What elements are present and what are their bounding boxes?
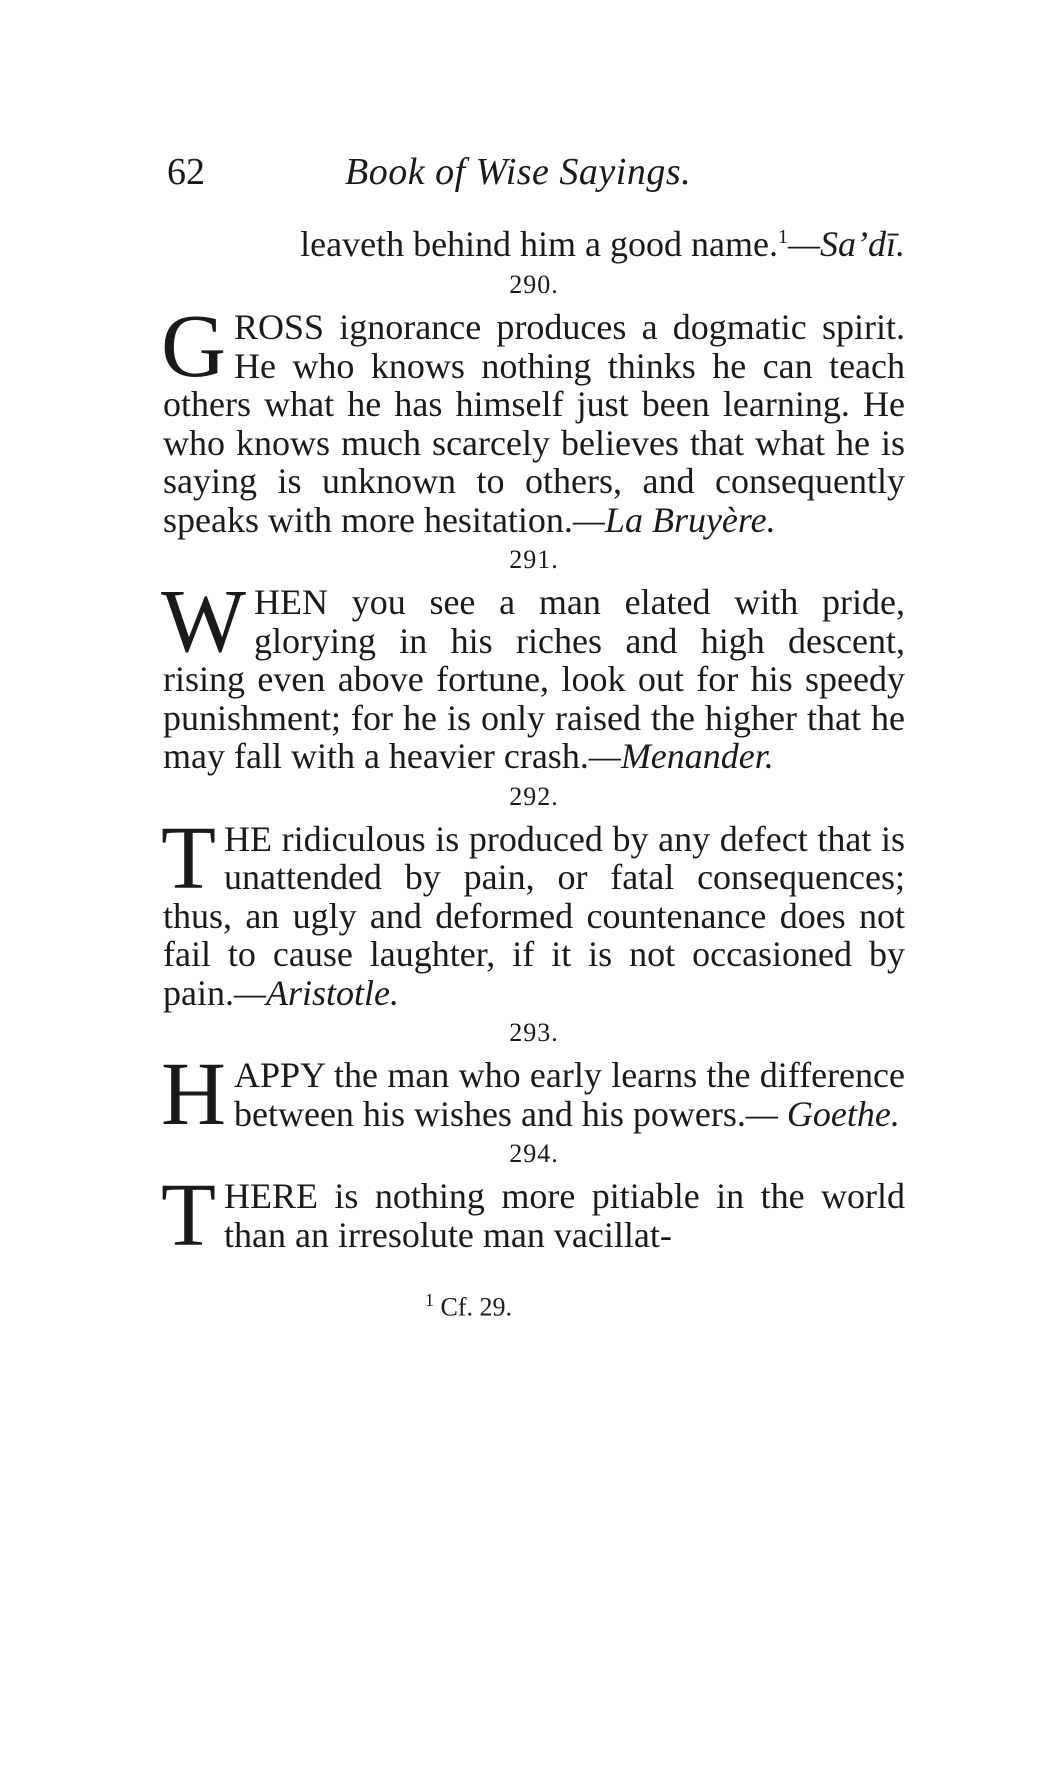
- saying-caps: ROSS: [234, 307, 325, 347]
- running-title: Book of Wise Sayings.: [345, 151, 692, 193]
- drop-cap: T: [161, 1166, 216, 1265]
- page-number: 62: [167, 151, 205, 193]
- saying-number: 291.: [509, 545, 559, 574]
- saying-attribution: —Aristotle.: [233, 972, 399, 1013]
- continuation-text: leaveth behind him a good name.: [300, 224, 778, 264]
- saying-caps: HEN: [253, 582, 328, 622]
- saying-294: [161, 1166, 905, 1265]
- page-header: [165, 150, 905, 200]
- continuation-line: [163, 225, 905, 264]
- footnote-text: Cf. 29.: [440, 1292, 512, 1322]
- saying-number: 294.: [509, 1139, 559, 1168]
- footnote: [425, 1290, 512, 1323]
- saying-text: the man who early learns the difference between his wishes and his powers.: [234, 1055, 905, 1134]
- drop-cap: H: [161, 1045, 226, 1144]
- saying-caps: HERE: [223, 1176, 318, 1216]
- saying-290: [161, 297, 905, 540]
- saying-attribution: —Menander.: [588, 736, 774, 776]
- saying-caps: HE: [223, 818, 272, 859]
- saying-attribution: —La Bruyère.: [572, 499, 776, 540]
- saying-number: 290.: [509, 270, 559, 299]
- continuation-attribution: —Sa’dī.: [788, 224, 905, 264]
- saying-caps: APPY: [234, 1055, 325, 1095]
- drop-cap: W: [161, 572, 246, 671]
- saying-291: [161, 572, 905, 776]
- drop-cap: T: [161, 808, 216, 908]
- saying-text: ignorance produces a dogmatic spirit. He who knows nothing thinks he can teach others what he has himself just been learning. He who knows much scarcely believes that what he is saying is unknown to others, and consequently speaks with more hesitation.: [163, 307, 905, 540]
- saying-text: you see a man elated with pride, glorying in his riches and high descent, rising even above fortune, look out for his speedy punishment; for he is only raised the higher that he may fall with a heavier crash.: [163, 582, 905, 776]
- text-body: [161, 224, 905, 1265]
- saying-attribution: — Goethe.: [745, 1093, 900, 1134]
- footnote-reference: 1: [778, 226, 788, 248]
- saying-292: [161, 808, 905, 1013]
- saying-number: 293.: [509, 1018, 559, 1047]
- drop-cap: G: [161, 297, 226, 396]
- saying-293: [161, 1045, 905, 1144]
- saying-number: 292.: [509, 781, 559, 811]
- saying-text: ridiculous is produced by any defect that is unattended by pain, or fatal consequences; thus, an ugly and deformed countenance does not fail to cause laughter, if it is not occasioned by pain.: [163, 818, 905, 1013]
- footnote-mark: 1: [425, 1290, 434, 1310]
- saying-text: is nothing more pitiable in the world than an irresolute man vacillat-: [223, 1176, 905, 1255]
